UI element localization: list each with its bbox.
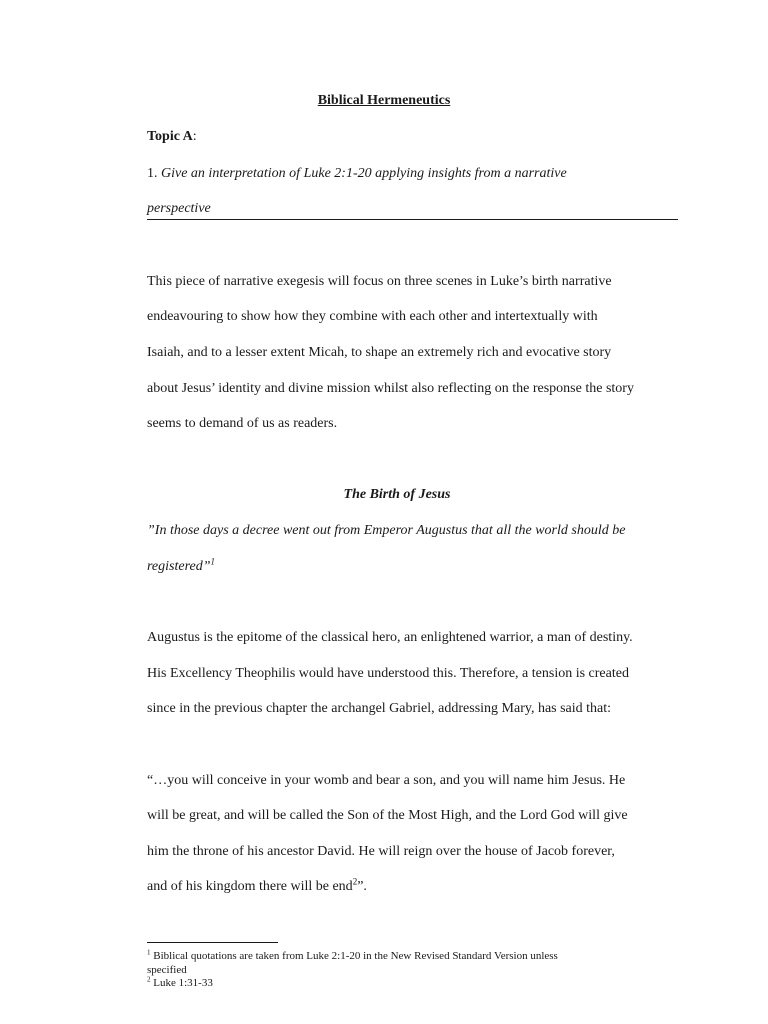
- topic-label: Topic A: [147, 129, 193, 144]
- paragraph-line: Augustus is the epitome of the classical hero, an enlightened warrior, a man of destiny.: [147, 630, 633, 645]
- quote1-text: registered”: [147, 559, 211, 574]
- intro-line: Isaiah, and to a lesser extent Micah, to shape an extremely rich and evocative story: [147, 345, 612, 360]
- document-title: Biblical Hermeneutics: [317, 93, 451, 108]
- quote2-last-line: [147, 878, 367, 896]
- intro-line: seems to demand of us as readers.: [147, 416, 338, 431]
- question-line-2: perspective: [147, 201, 211, 216]
- topic-heading: [147, 129, 197, 145]
- section-heading: The Birth of Jesus: [343, 487, 451, 502]
- quote2-line: will be great, and will be called the Son of the Most High, and the Lord God will give: [147, 808, 628, 823]
- quote2-line: “…you will conceive in your womb and bear a son, and you will name him Jesus. He: [147, 773, 626, 788]
- intro-line: about Jesus’ identity and divine mission whilst also reflecting on the response the story: [147, 381, 634, 396]
- footnote-ref-1[interactable]: 1: [210, 556, 216, 567]
- paragraph-line: since in the previous chapter the archangel Gabriel, addressing Mary, has said that:: [147, 701, 612, 716]
- question-line-1: [147, 165, 567, 183]
- footnote-2-text: Luke 1:31-33: [153, 977, 213, 989]
- quote2-end: ”.: [357, 879, 367, 894]
- footnote-1-number: 1: [147, 948, 151, 957]
- footnote-1: [147, 950, 558, 962]
- footnote-2-number: 2: [147, 975, 151, 984]
- question-underline: [147, 219, 678, 220]
- quote2-line: him the throne of his ancestor David. He will reign over the house of Jacob forever,: [147, 844, 615, 859]
- quote2-last-text: and of his kingdom there will be end: [147, 879, 353, 894]
- topic-colon: :: [192, 129, 197, 144]
- quote1-line-1: ”In those days a decree went out from Emperor Augustus that all the world should be: [147, 523, 626, 538]
- footnote-2: [147, 977, 213, 989]
- question-text: Give an interpretation of Luke 2:1-20 applying insights from a narrative: [161, 166, 567, 181]
- intro-line: endeavouring to show how they combine with each other and intertextually with: [147, 309, 598, 324]
- footnote-1-text: Biblical quotations are taken from Luke 2:1-20 in the New Revised Standard Version unless: [153, 950, 558, 962]
- question-number: 1.: [147, 166, 158, 181]
- footnote-1-continuation: specified: [147, 964, 187, 976]
- quote1-line-2: [147, 558, 215, 576]
- footnote-separator: [147, 942, 278, 943]
- intro-line: This piece of narrative exegesis will focus on three scenes in Luke’s birth narrative: [147, 274, 612, 289]
- paragraph-line: His Excellency Theophilis would have understood this. Therefore, a tension is created: [147, 666, 629, 681]
- footnote-ref-2[interactable]: 2: [352, 876, 358, 887]
